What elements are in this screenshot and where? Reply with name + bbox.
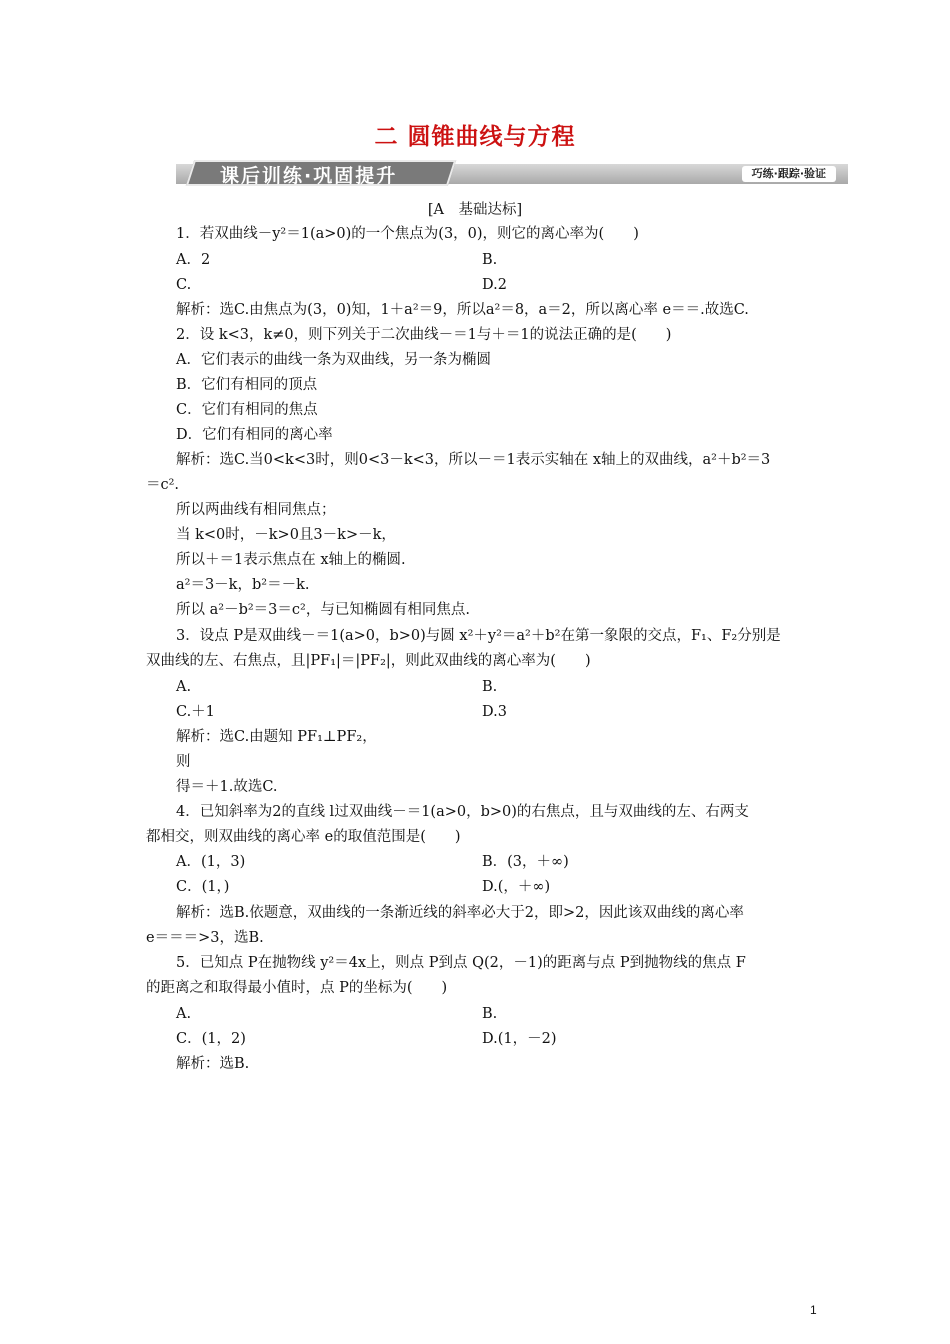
q4-solution-2: e＝＝＝>3，选B.	[146, 930, 264, 946]
q3-option-d: D.3	[482, 704, 507, 720]
page-number: 1	[810, 1303, 817, 1317]
q5-option-a: A.	[176, 1006, 192, 1022]
q3-solution-1: 解析：选C.由题知 PF₁⊥PF₂，	[176, 729, 377, 745]
q2-solution-1: 解析：选C.当0<k<3时，则0<3－k<3，所以－＝1表示实轴在 x轴上的双曲线，a²＋b²＝3	[176, 452, 771, 468]
q3-stem-1: 3．设点 P是双曲线－＝1(a>0，b>0)与圆 x²＋y²＝a²＋b²在第一象限的交点，F₁、F₂分别是	[176, 628, 781, 644]
q1-option-a: A．2	[176, 252, 211, 268]
q1-stem: 1．若双曲线－y²＝1(a>0)的一个焦点为(3，0)，则它的离心率为( )	[176, 226, 639, 242]
q2-option-b: B．它们有相同的顶点	[176, 377, 318, 393]
q1-option-c: C.	[176, 277, 192, 293]
q3-option-c: C.＋1	[176, 704, 215, 720]
q2-option-c: C．它们有相同的焦点	[176, 402, 318, 418]
q2-stem: 2．设 k<3，k≠0，则下列关于二次曲线－＝1与＋＝1的说法正确的是( )	[176, 327, 672, 343]
q2-solution-3: 所以两曲线有相同焦点；	[176, 502, 336, 518]
q2-option-d: D．它们有相同的离心率	[176, 427, 333, 443]
page-title: 二 圆锥曲线与方程	[374, 124, 576, 150]
q4-option-c: C．(1，)	[176, 879, 230, 895]
q2-option-a: A．它们表示的曲线一条为双曲线，另一条为椭圆	[176, 352, 491, 368]
q5-option-c: C．(1，2)	[176, 1031, 246, 1047]
q3-option-b: B.	[482, 679, 498, 695]
q4-option-d: D.(，＋∞)	[482, 879, 551, 895]
q4-option-a: A．(1，3)	[176, 854, 246, 870]
q2-solution-7: 所以 a²－b²＝3＝c²，与已知椭圆有相同焦点.	[176, 602, 470, 618]
q1-solution: 解析：选C.由焦点为(3，0)知，1＋a²＝9，所以a²＝8，a＝2，所以离心率 e＝＝.故选C.	[176, 302, 749, 318]
q5-solution: 解析：选B.	[176, 1056, 250, 1072]
q4-stem-2: 都相交，则双曲线的离心率 e的取值范围是( )	[146, 829, 461, 845]
q1-option-b: B.	[482, 252, 498, 268]
section-banner	[176, 160, 848, 186]
q5-stem-1: 5．已知点 P在抛物线 y²＝4x上，则点 P到点 Q(2，－1)的距离与点 P到抛物线的焦点 F	[176, 955, 746, 971]
banner-tag: 巧练·跟踪·验证	[742, 166, 836, 182]
q5-option-d: D.(1，－2)	[482, 1031, 557, 1047]
q2-solution-5: 所以＋＝1表示焦点在 x轴上的椭圆.	[176, 552, 406, 568]
q5-stem-2: 的距离之和取得最小值时，点 P的坐标为( )	[146, 980, 448, 996]
section-heading: [A 基础达标]	[427, 202, 523, 218]
q5-option-b: B.	[482, 1006, 498, 1022]
q1-option-d: D.2	[482, 277, 507, 293]
banner-main-text: 课后训练·巩固提升	[220, 165, 398, 187]
q3-solution-2: 则	[176, 754, 191, 770]
q3-solution-3: 得＝＋1.故选C.	[176, 779, 278, 795]
q4-solution-1: 解析：选B.依题意，双曲线的一条渐近线的斜率必大于2，即>2，因此该双曲线的离心率	[176, 905, 744, 921]
q3-stem-2: 双曲线的左、右焦点，且|PF₁|＝|PF₂|，则此双曲线的离心率为( )	[146, 653, 591, 669]
q4-stem-1: 4．已知斜率为2的直线 l过双曲线－＝1(a>0，b>0)的右焦点，且与双曲线的左、右两支	[176, 804, 749, 820]
q2-solution-4: 当 k<0时，－k>0且3－k>－k，	[176, 527, 396, 543]
q4-option-b: B．(3，＋∞)	[482, 854, 569, 870]
q2-solution-2: ＝c².	[146, 477, 180, 493]
q3-option-a: A.	[176, 679, 192, 695]
q2-solution-6: a²＝3－k，b²＝－k.	[176, 577, 310, 593]
